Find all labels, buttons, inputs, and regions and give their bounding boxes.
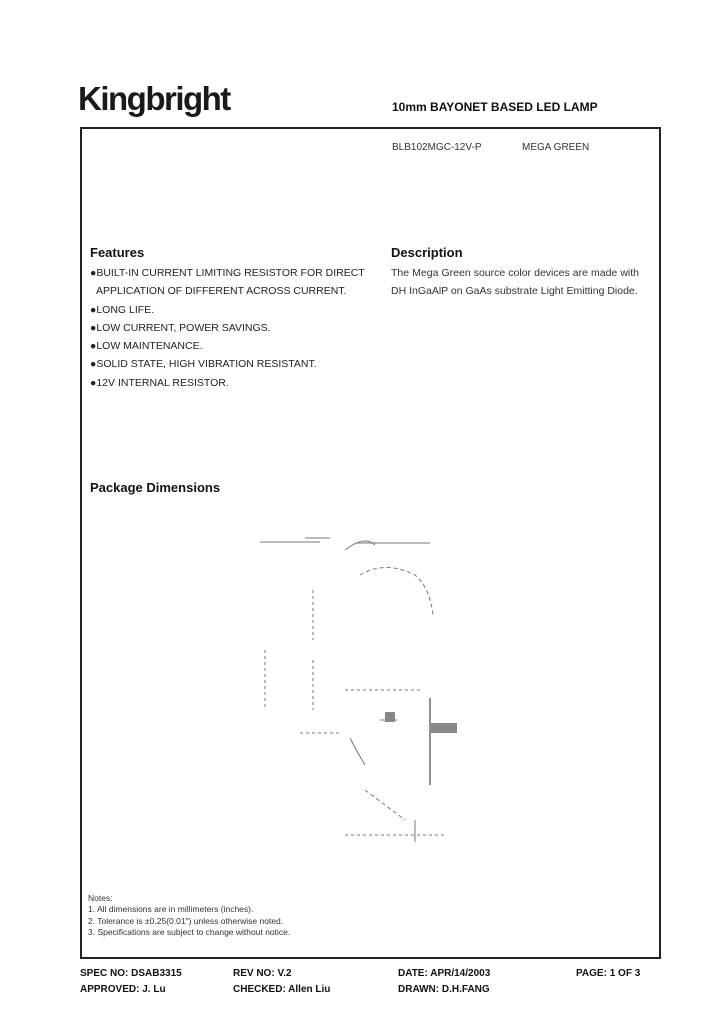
leader-line xyxy=(350,738,365,765)
feature-item: ●BUILT-IN CURRENT LIMITING RESISTOR FOR DIRECT xyxy=(90,267,365,279)
notes-section xyxy=(88,893,290,938)
description-heading: Description xyxy=(391,245,463,260)
document-date: DATE: APR/14/2003 xyxy=(398,968,491,979)
checked-by: CHECKED: Allen Liu xyxy=(233,984,331,995)
feature-item: APPLICATION OF DIFFERENT ACROSS CURRENT. xyxy=(96,285,347,298)
drawn-by: DRAWN: D.H.FANG xyxy=(398,984,490,995)
package-dimensions-drawing xyxy=(245,520,485,850)
approved-by: APPROVED: J. Lu xyxy=(80,984,166,995)
feature-item: ●12V INTERNAL RESISTOR. xyxy=(90,376,229,389)
features-list xyxy=(90,264,365,392)
dimension-label-block xyxy=(431,723,457,733)
leader-line xyxy=(345,541,375,550)
kingbright-logo: Kingbright xyxy=(78,80,230,117)
feature-item: ●SOLID STATE, HIGH VIBRATION RESISTANT. xyxy=(90,358,317,371)
note-item: 1. All dimensions are in millimeters (inches). xyxy=(88,904,254,915)
note-item: 2. Tolerance is ±0.25(0.01") unless otherwise noted. xyxy=(88,915,284,926)
note-item: 3. Specifications are subject to change without notice. xyxy=(88,926,291,937)
spec-number: SPEC NO: DSAB3315 xyxy=(80,968,182,979)
dimension-label-block xyxy=(385,712,395,722)
package-dimensions-heading: Package Dimensions xyxy=(90,480,221,495)
document-title: 10mm BAYONET BASED LED LAMP xyxy=(392,100,598,114)
part-number: BLB102MGC-12V-P xyxy=(392,142,482,153)
revision-number: REV NO: V.2 xyxy=(233,968,292,979)
base-outline xyxy=(365,790,405,820)
feature-item: ●LOW MAINTENANCE. xyxy=(90,340,203,353)
description-text: The Mega Green source color devices are made with DH InGaAlP on GaAs substrate Light Emitting Diode. xyxy=(391,267,639,298)
feature-item: ●LOW CURRENT, POWER SAVINGS. xyxy=(90,321,271,334)
feature-item: ●LONG LIFE. xyxy=(90,303,155,316)
page-number: PAGE: 1 OF 3 xyxy=(576,968,641,979)
features-heading: Features xyxy=(90,245,145,260)
notes-heading: Notes: xyxy=(88,893,113,903)
color-name: MEGA GREEN xyxy=(522,142,590,153)
lens-outline xyxy=(360,568,433,616)
